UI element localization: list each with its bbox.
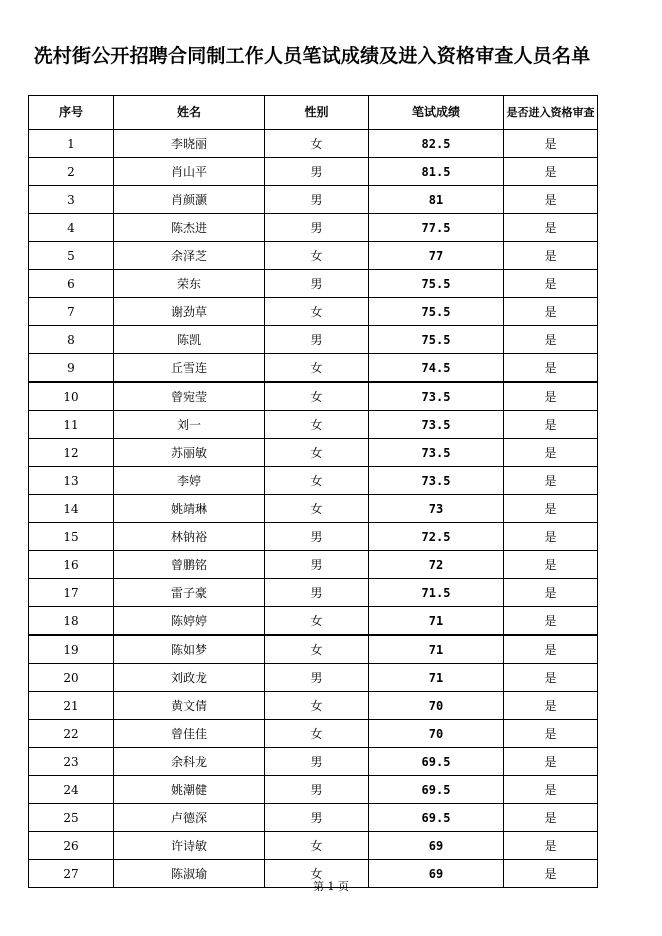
cell-name: 许诗敏 [114,832,265,860]
cell-gender: 男 [265,579,369,607]
cell-name: 曾佳佳 [114,720,265,748]
cell-qualified: 是 [504,832,598,860]
cell-name: 刘政龙 [114,664,265,692]
cell-score: 74.5 [369,354,504,383]
table-row [29,748,598,776]
cell-gender: 女 [265,495,369,523]
cell-score: 73.5 [369,382,504,411]
document-title: 冼村街公开招聘合同制工作人员笔试成绩及进入资格审查人员名单 [33,45,591,67]
table-row [29,214,598,242]
cell-no: 24 [29,776,114,804]
cell-no: 22 [29,720,114,748]
cell-score: 82.5 [369,130,504,158]
cell-qualified: 是 [504,298,598,326]
cell-score: 71 [369,635,504,664]
results-table [28,95,598,888]
table-row [29,720,598,748]
table-row [29,186,598,214]
cell-qualified: 是 [504,130,598,158]
cell-gender: 女 [265,832,369,860]
cell-name: 林钠裕 [114,523,265,551]
header-gender: 性别 [265,96,369,130]
cell-no: 26 [29,832,114,860]
cell-gender: 男 [265,214,369,242]
cell-gender: 女 [265,382,369,411]
cell-score: 69 [369,832,504,860]
cell-name: 李晓丽 [114,130,265,158]
cell-score: 81.5 [369,158,504,186]
table-row [29,326,598,354]
cell-name: 姚潮健 [114,776,265,804]
table-row [29,130,598,158]
cell-no: 13 [29,467,114,495]
cell-name: 苏丽敏 [114,439,265,467]
cell-gender: 女 [265,607,369,636]
cell-qualified: 是 [504,720,598,748]
cell-gender: 女 [265,860,369,888]
cell-score: 69.5 [369,776,504,804]
cell-name: 谢劲草 [114,298,265,326]
cell-qualified: 是 [504,635,598,664]
table-row [29,776,598,804]
cell-gender: 男 [265,270,369,298]
cell-gender: 女 [265,354,369,383]
table-row [29,579,598,607]
cell-score: 71 [369,664,504,692]
cell-score: 73.5 [369,439,504,467]
table-row [29,467,598,495]
cell-name: 肖山平 [114,158,265,186]
table-row [29,804,598,832]
cell-qualified: 是 [504,214,598,242]
cell-name: 陈凯 [114,326,265,354]
cell-name: 黄文倩 [114,692,265,720]
cell-name: 陈杰进 [114,214,265,242]
table-row [29,270,598,298]
cell-qualified: 是 [504,158,598,186]
cell-gender: 男 [265,326,369,354]
cell-no: 18 [29,607,114,636]
table-row [29,495,598,523]
cell-score: 75.5 [369,298,504,326]
cell-score: 70 [369,692,504,720]
cell-no: 7 [29,298,114,326]
cell-gender: 男 [265,186,369,214]
cell-no: 20 [29,664,114,692]
table-row [29,664,598,692]
header-no: 序号 [29,96,114,130]
table-row [29,439,598,467]
cell-score: 73 [369,495,504,523]
cell-qualified: 是 [504,551,598,579]
cell-score: 75.5 [369,270,504,298]
cell-score: 81 [369,186,504,214]
cell-score: 71.5 [369,579,504,607]
cell-no: 10 [29,382,114,411]
cell-qualified: 是 [504,242,598,270]
cell-name: 雷子豪 [114,579,265,607]
page-footer: 第 1 页 [313,880,349,893]
cell-no: 14 [29,495,114,523]
cell-name: 余泽芝 [114,242,265,270]
cell-qualified: 是 [504,664,598,692]
table-row [29,298,598,326]
cell-qualified: 是 [504,523,598,551]
table-row [29,523,598,551]
cell-gender: 女 [265,720,369,748]
cell-no: 16 [29,551,114,579]
table-body [29,130,598,888]
cell-qualified: 是 [504,776,598,804]
cell-no: 11 [29,411,114,439]
cell-gender: 女 [265,635,369,664]
cell-qualified: 是 [504,748,598,776]
cell-name: 丘雪连 [114,354,265,383]
table-row [29,607,598,636]
cell-no: 9 [29,354,114,383]
cell-score: 69 [369,860,504,888]
table-row [29,692,598,720]
cell-name: 陈如梦 [114,635,265,664]
cell-gender: 女 [265,439,369,467]
cell-no: 12 [29,439,114,467]
header-score: 笔试成绩 [369,96,504,130]
cell-score: 69.5 [369,804,504,832]
cell-no: 2 [29,158,114,186]
cell-qualified: 是 [504,326,598,354]
cell-gender: 男 [265,158,369,186]
cell-qualified: 是 [504,860,598,888]
table-row [29,832,598,860]
cell-qualified: 是 [504,495,598,523]
cell-name: 姚靖琳 [114,495,265,523]
table-header-row [29,96,598,130]
cell-no: 3 [29,186,114,214]
cell-name: 卢德深 [114,804,265,832]
cell-qualified: 是 [504,607,598,636]
cell-gender: 男 [265,804,369,832]
table-row [29,551,598,579]
cell-qualified: 是 [504,382,598,411]
cell-no: 1 [29,130,114,158]
cell-gender: 女 [265,411,369,439]
table-row [29,354,598,383]
cell-score: 75.5 [369,326,504,354]
cell-name: 李婷 [114,467,265,495]
cell-qualified: 是 [504,186,598,214]
cell-score: 73.5 [369,467,504,495]
cell-score: 77 [369,242,504,270]
cell-gender: 男 [265,551,369,579]
cell-name: 陈淑瑜 [114,860,265,888]
cell-gender: 女 [265,242,369,270]
cell-qualified: 是 [504,804,598,832]
cell-no: 4 [29,214,114,242]
cell-qualified: 是 [504,467,598,495]
cell-gender: 男 [265,776,369,804]
cell-score: 72.5 [369,523,504,551]
cell-gender: 男 [265,748,369,776]
cell-name: 曾鹏铭 [114,551,265,579]
cell-name: 曾宛莹 [114,382,265,411]
cell-qualified: 是 [504,579,598,607]
cell-qualified: 是 [504,270,598,298]
cell-no: 19 [29,635,114,664]
cell-name: 肖颜灏 [114,186,265,214]
header-qualified: 是否进入资格审查 [504,96,598,130]
cell-score: 71 [369,607,504,636]
cell-qualified: 是 [504,411,598,439]
cell-name: 刘一 [114,411,265,439]
cell-score: 72 [369,551,504,579]
table-row [29,158,598,186]
cell-qualified: 是 [504,354,598,383]
header-name: 姓名 [114,96,265,130]
cell-no: 6 [29,270,114,298]
table-row [29,411,598,439]
cell-no: 5 [29,242,114,270]
cell-gender: 男 [265,523,369,551]
cell-no: 15 [29,523,114,551]
cell-gender: 女 [265,467,369,495]
cell-no: 8 [29,326,114,354]
cell-gender: 女 [265,130,369,158]
table-row [29,382,598,411]
cell-name: 荣东 [114,270,265,298]
cell-no: 23 [29,748,114,776]
table-row [29,635,598,664]
cell-score: 70 [369,720,504,748]
cell-no: 25 [29,804,114,832]
cell-score: 77.5 [369,214,504,242]
cell-qualified: 是 [504,439,598,467]
cell-qualified: 是 [504,692,598,720]
cell-no: 27 [29,860,114,888]
cell-name: 余科龙 [114,748,265,776]
cell-score: 73.5 [369,411,504,439]
cell-name: 陈婷婷 [114,607,265,636]
cell-gender: 女 [265,692,369,720]
table-row [29,242,598,270]
cell-no: 17 [29,579,114,607]
cell-score: 69.5 [369,748,504,776]
cell-gender: 女 [265,298,369,326]
cell-gender: 男 [265,664,369,692]
cell-no: 21 [29,692,114,720]
